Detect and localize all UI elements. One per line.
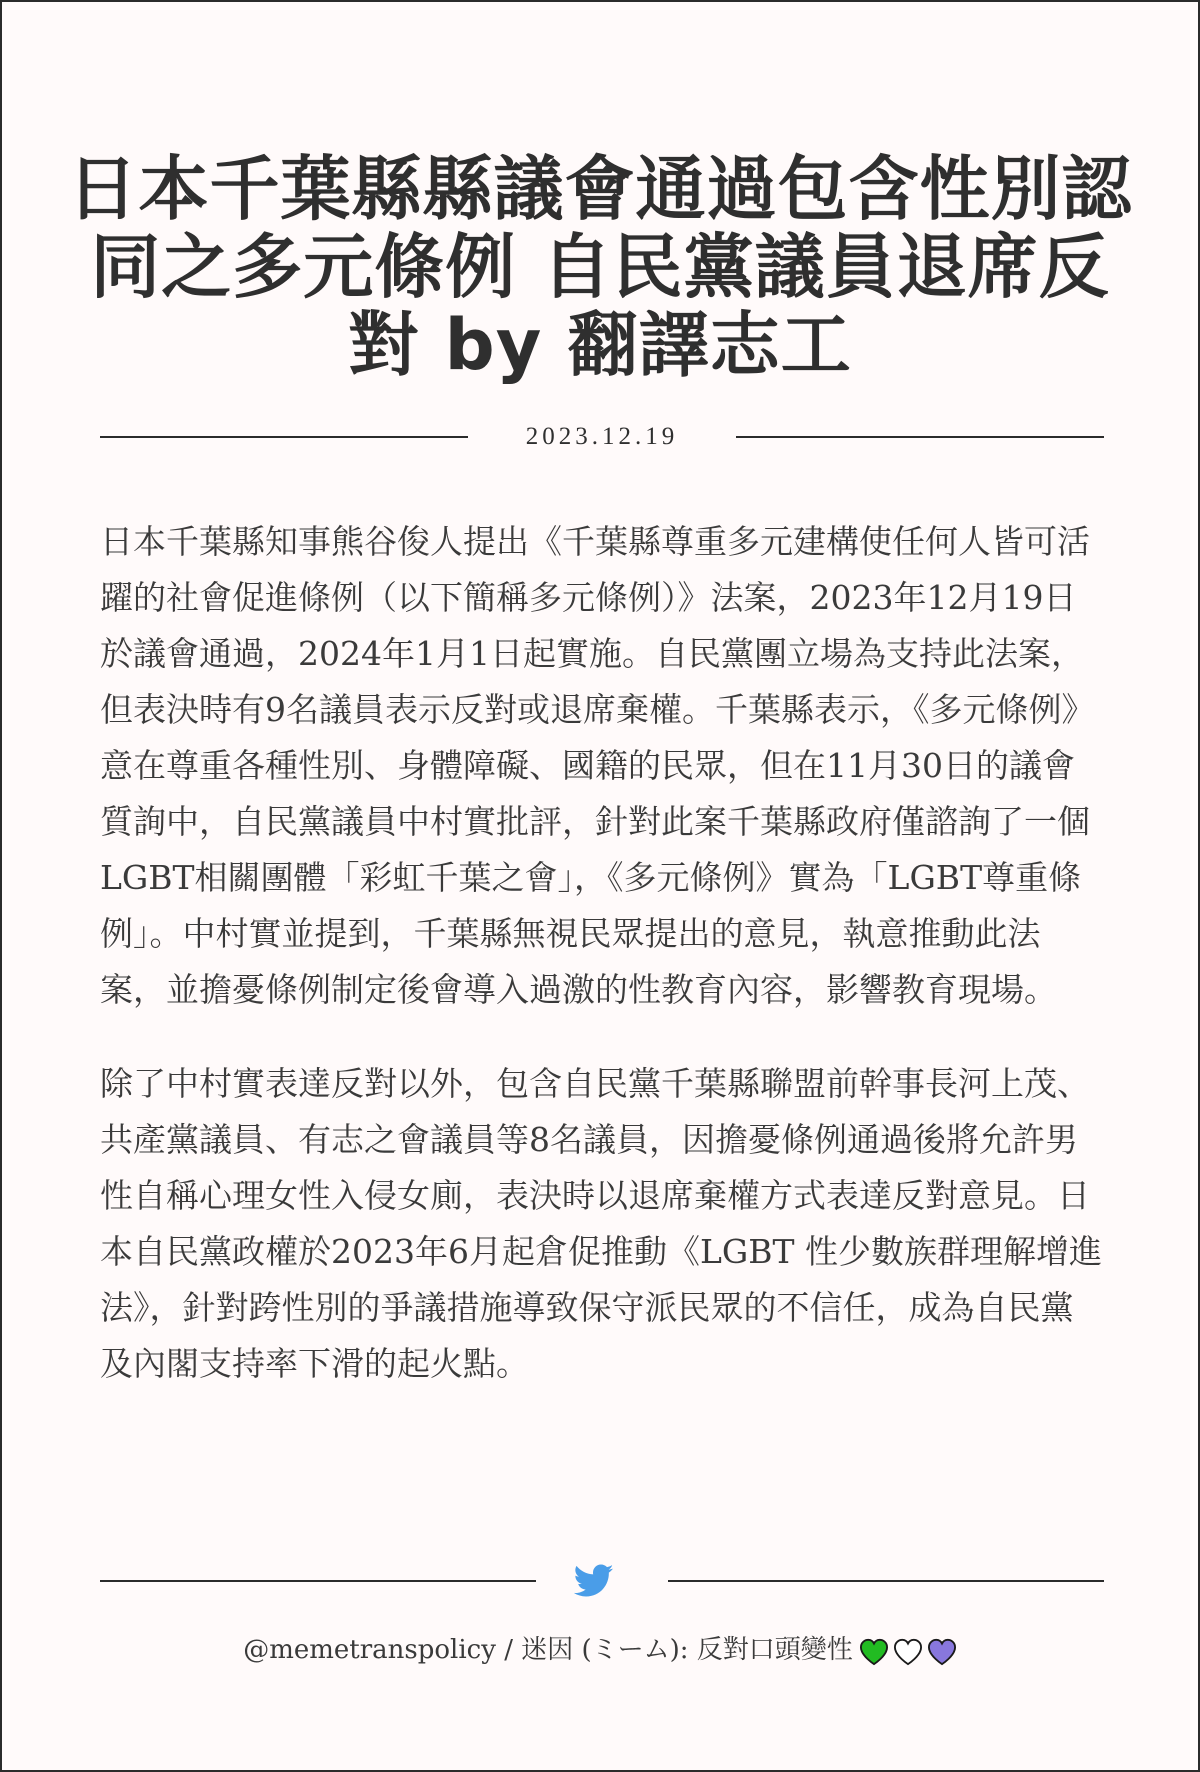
- footer-line-right: [668, 1580, 1104, 1582]
- publish-date: 2023.12.19: [525, 423, 679, 450]
- body-paragraph-1: 日本千葉縣知事熊谷俊人提出《千葉縣尊重多元建構使任何人皆可活躍的社會促進條例（以下簡稱多元條例）》法案，2023年12月19日於議會通過，2024年1月1日起實施。自民黨團立場為支持此法案，但表決時有9名議員表示反對或退席棄權。千葉縣表示，《多元條例》意在尊重各種性別、身體障礙、國籍的民眾，但在11月30日的議會質詢中，自民黨議員中村實批評，針對此案千葉縣政府僅諮詢了一個LGBT相關團體「彩虹千葉之會」，《多元條例》實為「LGBT尊重條例」。中村實並提到，千葉縣無視民眾提出的意見，執意推動此法案，並擔憂條例制定後會導入過激的性教育內容，影響教育現場。: [100, 522, 1095, 1009]
- footer-divider: [100, 1564, 1104, 1600]
- divider-line-right: [736, 436, 1104, 438]
- date-divider: [100, 422, 1104, 452]
- divider-line-left: [100, 436, 468, 438]
- green-heart-icon: [859, 1638, 889, 1666]
- article-body: [100, 514, 1104, 1430]
- heart-emojis: [855, 1633, 957, 1669]
- twitter-bird-icon[interactable]: [574, 1564, 614, 1598]
- purple-heart-icon: [927, 1638, 957, 1666]
- footer-attribution: [62, 1632, 1138, 1669]
- body-paragraph-2: 除了中村實表達反對以外，包含自民黨千葉縣聯盟前幹事長河上茂、共產黨議員、有志之會議員等8名議員，因擔憂條例通過後將允許男性自稱心理女性入侵女廁，表決時以退席棄權方式表達反對意見。日本自民黨政權於2023年6月起倉促推動《LGBT 性少數族群理解增進法》，針對跨性別的爭議措施導致保守派民眾的不信任，成為自民黨及內閣支持率下滑的起火點。: [100, 1064, 1103, 1383]
- article-title: 日本千葉縣縣議會通過包含性別認同之多元條例 自民黨議員退席反對 by 翻譯志工: [67, 148, 1133, 386]
- white-heart-icon: [893, 1638, 923, 1666]
- footer-line-left: [100, 1580, 536, 1582]
- account-handle[interactable]: @memetranspolicy / 迷因 (ミーム): 反對口頭變性: [243, 1635, 853, 1665]
